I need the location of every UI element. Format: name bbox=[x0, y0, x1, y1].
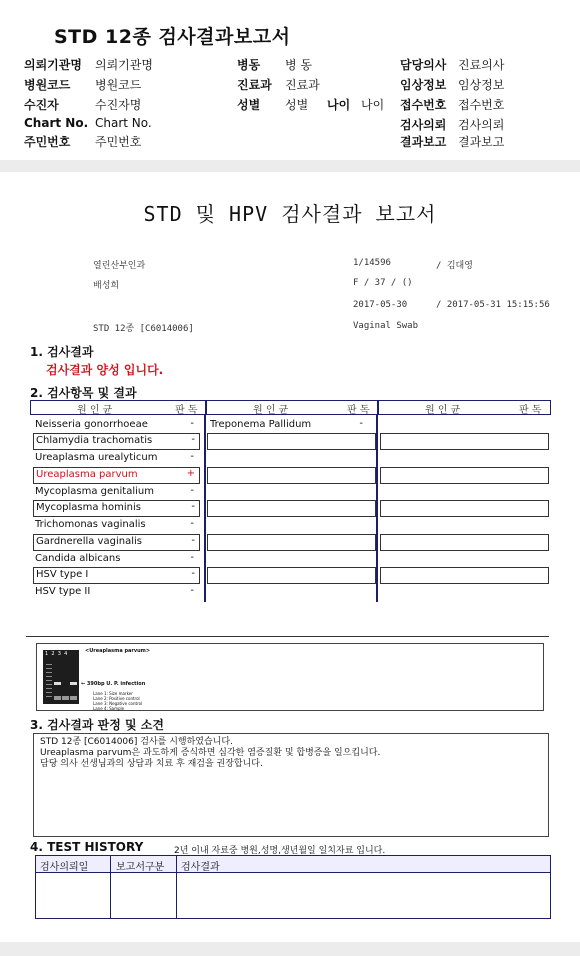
field-label: Chart No. bbox=[24, 116, 89, 130]
pathogen-row: Ureaplasma urealyticum - bbox=[35, 451, 194, 463]
field-label: 접수번호 bbox=[400, 98, 447, 112]
field-value: 진료의사 bbox=[458, 58, 505, 72]
empty-cell bbox=[207, 500, 376, 517]
gel-image-panel bbox=[36, 643, 544, 711]
gel-electrophoresis-image: 1 2 3 4 bbox=[43, 650, 79, 704]
patient-name: 배성희 bbox=[93, 281, 120, 291]
pathogen-row: Trichomonas vaginalis - bbox=[35, 518, 194, 530]
doctor-name: / 김대영 bbox=[436, 261, 473, 271]
field-label: 주민번호 bbox=[24, 135, 71, 149]
specimen-type: Vaginal Swab bbox=[353, 321, 419, 331]
report-date: / 2017-05-31 15:15:56 bbox=[436, 300, 550, 310]
empty-cell bbox=[380, 433, 549, 450]
field-label: 성별 bbox=[237, 98, 261, 112]
pathogen-row: HSV type I - bbox=[33, 567, 200, 584]
empty-cell bbox=[380, 567, 549, 584]
field-value: 결과보고 bbox=[458, 135, 505, 149]
field-label: 진료과 bbox=[237, 78, 272, 92]
empty-cell bbox=[380, 534, 549, 551]
field-value: Chart No. bbox=[95, 116, 152, 130]
field-value: 나이 bbox=[361, 98, 385, 112]
column-divider bbox=[204, 414, 206, 602]
field-label: 수진자 bbox=[24, 98, 59, 112]
overall-result: 검사결과 양성 입니다. bbox=[46, 363, 164, 377]
pathogen-row: Gardnerella vaginalis - bbox=[33, 534, 200, 551]
pathogen-row: Neisseria gonorrhoeae - bbox=[35, 418, 194, 430]
result-table bbox=[30, 400, 550, 600]
pathogen-row: Chlamydia trachomatis - bbox=[33, 433, 200, 450]
report-title: STD 12종 검사결과보고서 bbox=[54, 26, 291, 48]
section-4-title: 4. TEST HISTORY bbox=[30, 840, 144, 854]
field-value: 접수번호 bbox=[458, 98, 505, 112]
opinion-line: 담당 의사 선생님과의 상담과 치료 후 재검을 권장합니다. bbox=[40, 759, 263, 769]
field-value: 주민번호 bbox=[95, 135, 142, 149]
field-label: 임상정보 bbox=[400, 78, 447, 92]
field-label: 의뢰기관명 bbox=[24, 58, 82, 72]
field-value: 진료과 bbox=[285, 78, 320, 92]
field-label: 담당의사 bbox=[400, 58, 447, 72]
opinion-line: Ureaplasma parvum은 과도하게 증식하면 심각한 염증질환 및 합병증을 일으킵니다. bbox=[40, 748, 381, 758]
field-value: 병 동 bbox=[285, 58, 312, 72]
section-3-title: 3. 검사결과 판정 및 소견 bbox=[30, 718, 164, 732]
opinion-box bbox=[33, 733, 549, 837]
history-table bbox=[35, 855, 551, 919]
section-2-title: 2. 검사항목 및 결과 bbox=[30, 386, 137, 400]
column-header: 원 인 균 판 독 bbox=[206, 400, 378, 415]
field-value: 검사의뢰 bbox=[458, 118, 505, 132]
receipt-number: 1/14596 bbox=[353, 258, 391, 268]
pathogen-row-positive: Ureaplasma parvum + bbox=[33, 467, 200, 484]
receive-date: 2017-05-30 bbox=[353, 300, 408, 310]
gel-legend: Lane 1: Size marker Lane 2: Positive control Lane 3: Negative control Lane 4: Sample bbox=[93, 691, 143, 711]
field-label: 병동 bbox=[237, 58, 261, 72]
empty-cell bbox=[207, 567, 376, 584]
column-header: 원 인 균 판 독 bbox=[378, 400, 551, 415]
pathogen-row: Mycoplasma genitalium - bbox=[35, 485, 194, 497]
empty-cell bbox=[207, 534, 376, 551]
section-divider bbox=[26, 636, 549, 637]
history-table-header: 검사의뢰일 보고서구분 검사결과 bbox=[36, 856, 550, 873]
pathogen-row: Treponema Pallidum - bbox=[210, 418, 363, 430]
section-1-title: 1. 검사결과 bbox=[30, 345, 94, 359]
gel-title: <Ureaplasma parvum> bbox=[85, 648, 151, 654]
sex-age: F / 37 / () bbox=[353, 278, 413, 288]
field-value: 병원코드 bbox=[95, 78, 142, 92]
empty-cell bbox=[207, 433, 376, 450]
empty-cell bbox=[207, 467, 376, 484]
report-header-sheet bbox=[0, 0, 580, 160]
empty-cell bbox=[380, 500, 549, 517]
pathogen-row: Mycoplasma hominis - bbox=[33, 500, 200, 517]
field-value: 성별 bbox=[285, 98, 309, 112]
gel-band-label: ← 390bp U. P. infection bbox=[81, 681, 146, 687]
result-report-title: STD 및 HPV 검사결과 보고서 bbox=[143, 202, 437, 226]
field-value: 임상정보 bbox=[458, 78, 505, 92]
pathogen-row: HSV type II - bbox=[35, 585, 194, 597]
clinic-name: 열린산부인과 bbox=[93, 261, 146, 271]
field-value: 수진자명 bbox=[95, 98, 142, 112]
opinion-line: STD 12종 [C6014006] 검사를 시행하였습니다. bbox=[40, 737, 233, 747]
field-label: 나이 bbox=[327, 98, 351, 112]
pathogen-row: Candida albicans - bbox=[35, 552, 194, 564]
field-value: 의뢰기관명 bbox=[95, 58, 153, 72]
field-label: 병원코드 bbox=[24, 78, 71, 92]
column-header: 원 인 균 판 독 bbox=[30, 400, 206, 415]
history-note: 2년 이내 자료중 병원,성명,생년월일 일치자료 입니다. bbox=[174, 846, 386, 856]
column-divider bbox=[376, 414, 378, 602]
empty-cell bbox=[380, 467, 549, 484]
field-label: 결과보고 bbox=[400, 135, 447, 149]
test-name: STD 12종 [C6014006] bbox=[93, 324, 194, 334]
field-label: 검사의뢰 bbox=[400, 118, 447, 132]
